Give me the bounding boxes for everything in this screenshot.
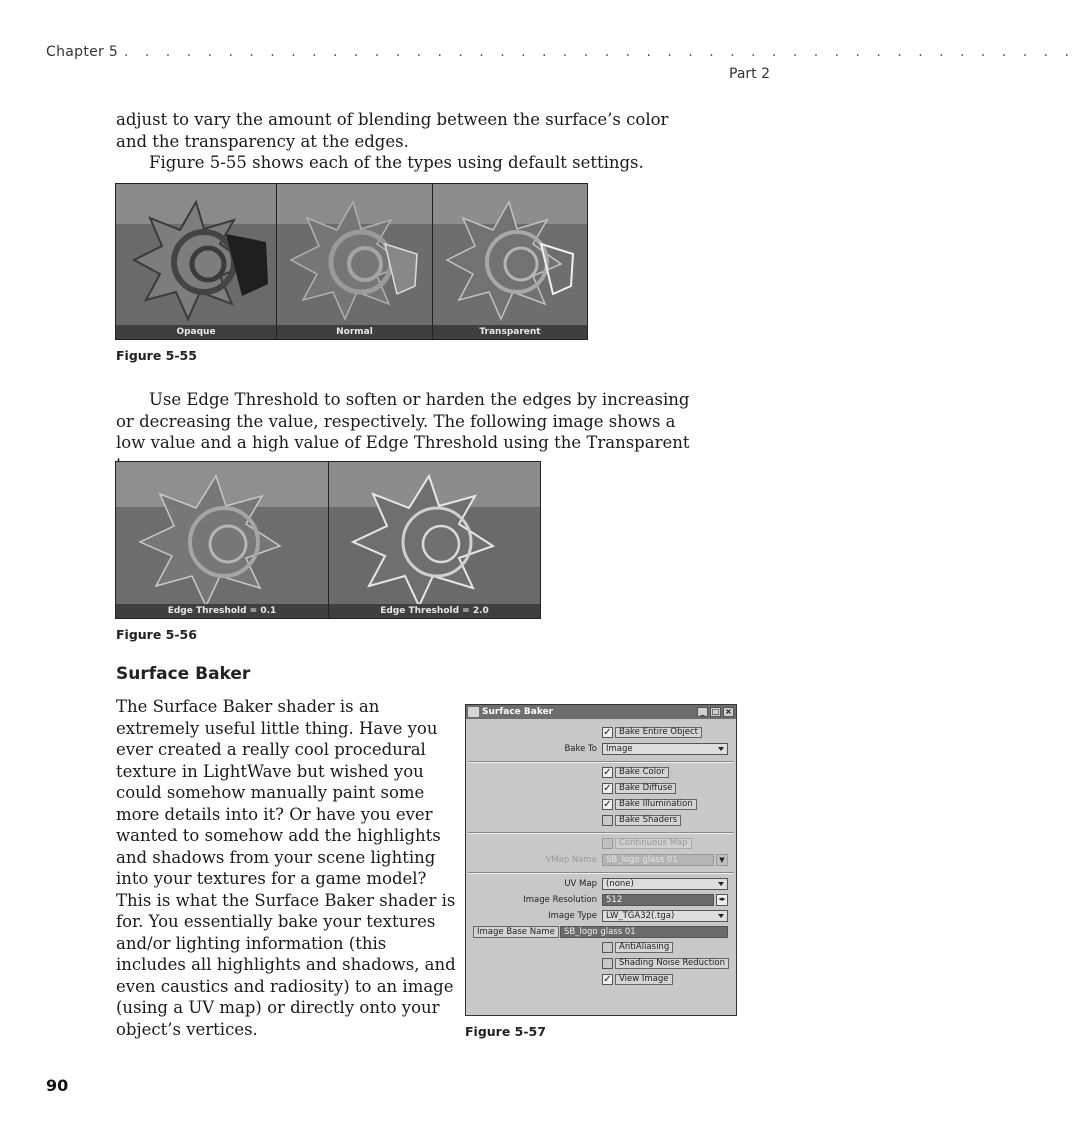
surface-baker-dialog xyxy=(465,704,737,1016)
figure-5-56-caption: Figure 5-56 xyxy=(116,627,197,642)
bake-to-label: Bake To xyxy=(564,744,597,754)
panel-label-transparent: Transparent xyxy=(479,327,541,337)
logo-render-edge-high xyxy=(329,462,540,618)
uv-map-label: UV Map xyxy=(564,879,597,889)
image-type-dropdown[interactable] xyxy=(602,910,728,922)
bake-illumination-checkbox[interactable]: ✓ xyxy=(603,799,612,810)
bake-to-dropdown[interactable] xyxy=(602,743,728,755)
dialog-titlebar xyxy=(466,705,736,719)
shading-noise-reduction-label: Shading Noise Reduction xyxy=(615,958,729,969)
vmap-name-label: VMap Name xyxy=(545,855,597,865)
figure-5-55-caption: Figure 5-55 xyxy=(116,348,197,363)
chevron-down-icon: ▼ xyxy=(719,856,725,864)
view-image-label: View Image xyxy=(615,974,673,985)
bake-shaders-label: Bake Shaders xyxy=(615,815,681,826)
bake-entire-object-checkbox[interactable]: ✓ xyxy=(603,727,612,738)
app-icon xyxy=(468,707,479,717)
bake-diffuse-label: Bake Diffuse xyxy=(615,783,676,794)
bake-color-checkbox[interactable]: ✓ xyxy=(603,767,612,778)
panel-label-edge-high: Edge Threshold = 2.0 xyxy=(380,606,489,616)
image-base-name-input[interactable] xyxy=(560,926,728,938)
panel-edge-low xyxy=(116,462,329,618)
paragraph-surface-baker: The Surface Baker shader is an extremely useful little thing. Have you ever created a really cool procedural texture in LightWave but wished you could somehow manually paint some more details into it? Or have you ever wanted to somehow add the highlights and shadows from your scene lighting into your textures for a game model? This is what the Surface Baker shader is for. You essentially bake your textures and/or lighting information (this includes all highlights and shadows, and even caustics and radiosity) to an image (using a UV map) or directly onto your object’s vertices. xyxy=(116,697,456,1039)
running-header-chapter: Chapter 5 xyxy=(46,44,119,60)
vmap-name-field[interactable] xyxy=(602,854,714,866)
image-type-value: LW_TGA32(.tga) xyxy=(606,911,675,921)
image-resolution-value: 512 xyxy=(606,895,623,905)
running-header-part: Part 2 xyxy=(729,66,770,82)
bake-entire-object-label: Bake Entire Object xyxy=(615,727,702,738)
antialiasing-label: AntiAliasing xyxy=(615,942,673,953)
logo-render-edge-low xyxy=(116,462,328,618)
view-image-checkbox[interactable]: ✓ xyxy=(603,974,612,985)
image-resolution-input[interactable] xyxy=(602,894,714,906)
paragraph-continued: adjust to vary the amount of blending between the surface’s color and the transparency at the edges. xyxy=(116,110,669,151)
chevron-down-icon xyxy=(718,747,724,751)
uv-map-dropdown[interactable] xyxy=(602,878,728,890)
maximize-icon[interactable]: □ xyxy=(711,707,720,716)
figure-5-56-image xyxy=(115,461,541,619)
section-heading: Surface Baker xyxy=(116,664,251,684)
divider xyxy=(468,761,734,763)
image-base-name-button[interactable]: Image Base Name xyxy=(473,926,559,938)
paragraph-edge-threshold: Use Edge Threshold to soften or harden the edges by increasing or decreasing the value, respectively. The following image shows a low value and a high value of Edge Threshold using the Transparent xyxy=(116,390,690,452)
panel-normal xyxy=(277,184,433,339)
logo-render-opaque xyxy=(116,184,276,339)
logo-render-transparent xyxy=(433,184,587,339)
chevron-down-icon xyxy=(718,914,724,918)
bake-shaders-checkbox[interactable] xyxy=(602,815,613,826)
chevron-down-icon xyxy=(718,882,724,886)
panel-label-normal: Normal xyxy=(336,327,373,337)
divider xyxy=(468,872,734,874)
panel-opaque xyxy=(116,184,277,339)
continuous-map-checkbox[interactable] xyxy=(602,838,613,849)
paragraph-figure-intro: Figure 5-55 shows each of the types using default settings. xyxy=(149,153,644,172)
vmap-picker-button[interactable] xyxy=(716,854,728,866)
close-icon[interactable]: × xyxy=(723,707,734,717)
page-number: 90 xyxy=(46,1076,69,1095)
running-header-dots: . . . . . . . . . . . . . . . . . . . . . . . . . . . . . . . . . . . . . . . . . . . . . . xyxy=(124,44,1075,60)
continuous-map-label: Continuous Map xyxy=(615,838,692,849)
uv-map-value: (none) xyxy=(606,879,634,889)
figure-5-55-image xyxy=(115,183,588,340)
dialog-title: Surface Baker xyxy=(482,707,554,717)
bake-color-label: Bake Color xyxy=(615,767,669,778)
bake-diffuse-checkbox[interactable]: ✓ xyxy=(603,783,612,794)
vmap-name-value: SB_logo glass 01 xyxy=(606,855,678,865)
image-type-label: Image Type xyxy=(548,911,597,921)
panel-label-edge-low: Edge Threshold = 0.1 xyxy=(167,606,277,616)
panel-edge-high xyxy=(329,462,540,618)
antialiasing-checkbox[interactable] xyxy=(602,942,613,953)
bake-to-value: Image xyxy=(606,744,633,754)
panel-transparent xyxy=(433,184,587,339)
logo-render-normal xyxy=(277,184,432,339)
panel-label-opaque: Opaque xyxy=(176,327,216,337)
bake-illumination-label: Bake Illumination xyxy=(615,799,697,810)
resolution-stepper-icon[interactable]: ◂▸ xyxy=(716,894,728,906)
figure-5-57-caption: Figure 5-57 xyxy=(465,1024,546,1039)
minimize-icon[interactable]: _ xyxy=(697,707,708,717)
divider xyxy=(468,832,734,834)
shading-noise-reduction-checkbox[interactable] xyxy=(602,958,613,969)
image-resolution-label: Image Resolution xyxy=(523,895,597,905)
image-base-name-value: SB_logo glass 01 xyxy=(564,927,636,937)
